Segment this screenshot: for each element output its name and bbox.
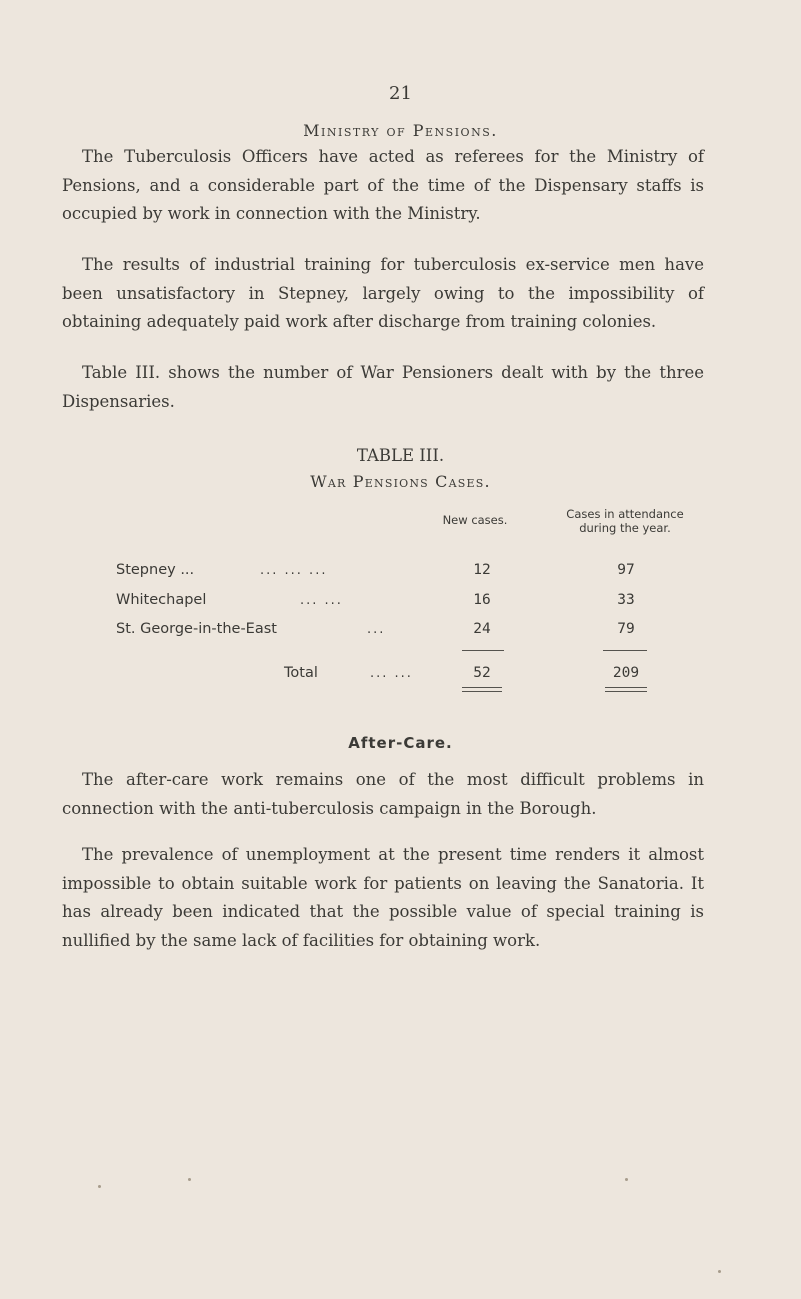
paper-speck [718, 1270, 721, 1273]
cell-total-attendance: 209 [612, 665, 640, 681]
paragraph-unemployment [62, 841, 704, 955]
paragraph-text: The Tuberculosis Officers have acted as referees for the Ministry of Pensions, and a considerable part of the time of the Dispensary staffs is occupied by work in connection with the Ministry. [62, 147, 704, 223]
paragraph-text: The results of industrial training for tuberculosis ex-service men have been unsatisfactory in Stepney, largely owing to the impossibility of obtaining adequately paid work after discharge from training colonies. [62, 255, 704, 331]
cell-new-cases: 16 [473, 592, 491, 608]
cell-total-new-cases: 52 [473, 665, 491, 681]
cell-new-cases: 24 [473, 621, 491, 637]
column-header-line: Cases in attendance [566, 507, 684, 521]
page-number: 21 [389, 83, 412, 104]
table-heading: TABLE III. [356, 446, 445, 465]
paper-speck [188, 1178, 191, 1181]
leader-dots: ... ... [300, 593, 343, 608]
cell-attendance: 33 [617, 592, 635, 608]
table-subheading: War Pensions Cases. [310, 472, 491, 491]
paragraph-text: Table III. shows the number of War Pensioners dealt with by the three Dispensaries. [62, 363, 704, 411]
paragraph-text: The after-care work remains one of the most difficult problems in connection with the anti-tuberculosis campaign in the Borough. [62, 770, 704, 818]
section-title: Ministry of Pensions. [303, 121, 498, 140]
row-label-whitechapel: Whitechapel [116, 592, 207, 608]
paragraph-text: The prevalence of unemployment at the present time renders it almost impossible to obtain suitable work for patients on leaving the Sanatoria. It has already been indicated that the possible value of special training is nullified by the same lack of facilities for obtaining work. [62, 845, 704, 950]
column-header-new-cases: New cases. [442, 513, 508, 527]
leader-dots: ... ... [370, 666, 413, 681]
leader-dots: ... [367, 622, 386, 637]
total-double-rule [605, 687, 647, 692]
row-label-total: Total [284, 665, 318, 681]
paragraph-table-intro [62, 359, 704, 416]
subtotal-rule [462, 650, 504, 651]
row-label-stepney: Stepney ... [116, 562, 195, 578]
column-header-attendance [540, 507, 710, 535]
paragraph-referees [62, 143, 704, 229]
cell-attendance: 97 [617, 562, 635, 578]
subtotal-rule [603, 650, 647, 651]
paragraph-industrial-training [62, 251, 704, 337]
leader-dots: ... ... ... [260, 563, 328, 578]
paragraph-aftercare [62, 766, 704, 823]
total-double-rule [462, 687, 502, 692]
row-label-st-george: St. George-in-the-East [116, 621, 277, 637]
paper-speck [98, 1185, 101, 1188]
paper-speck [625, 1178, 628, 1181]
column-header-line: during the year. [579, 521, 671, 535]
aftercare-heading: After-Care. [348, 734, 453, 752]
cell-new-cases: 12 [473, 562, 491, 578]
cell-attendance: 79 [617, 621, 635, 637]
